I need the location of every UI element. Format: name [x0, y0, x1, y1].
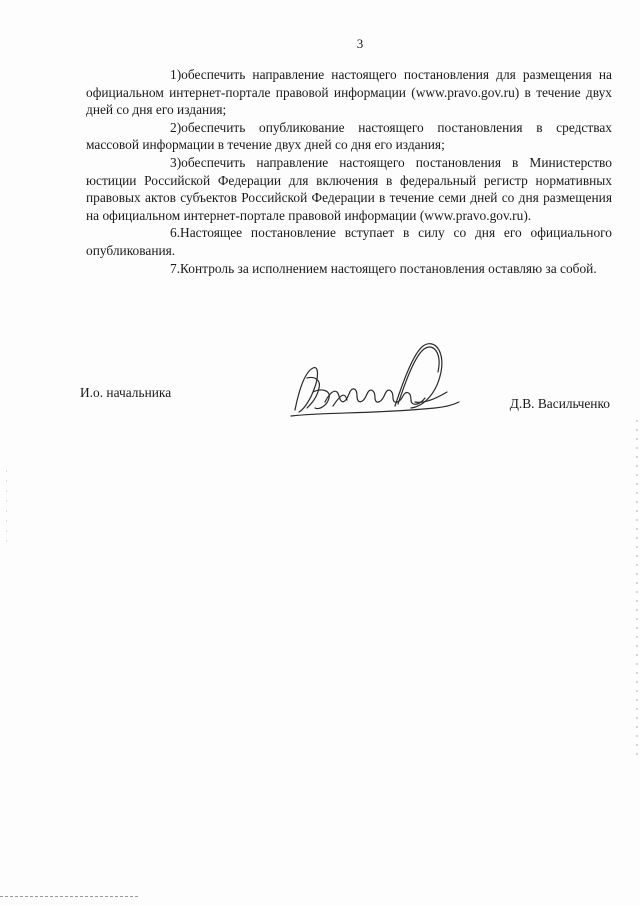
- paragraph-text: Настоящее постановление вступает в силу со дня его официального опубликования.: [86, 225, 612, 258]
- signatory-title: И.о. начальника: [80, 385, 172, 400]
- paragraph-item-3: [86, 154, 612, 224]
- signature-block: [80, 380, 610, 440]
- paragraph-text: обеспечить опубликование настоящего постановления в средствах массовой информации в течение двух дней со дня его издания;: [86, 119, 612, 153]
- document-body: [86, 66, 612, 277]
- scan-bottom-mark: [0, 896, 140, 897]
- handwritten-signature: [285, 332, 465, 422]
- paragraph-text: Контроль за исполнением настоящего постановления оставляю за собой.: [180, 260, 597, 276]
- paragraph-item-6: [86, 224, 612, 259]
- paragraph-marker: 2): [170, 119, 182, 135]
- paragraph-text: обеспечить направление настоящего постановления для размещения на официальном интернет-портале правовой информации (www.pravo.gov.ru) в течение двух дней со дня его издания;: [86, 67, 612, 118]
- scan-edge-marks-left: [6, 470, 7, 550]
- scan-edge-marks: [636, 420, 638, 760]
- paragraph-item-1: [86, 66, 612, 119]
- paragraph-marker: 6.: [170, 225, 181, 241]
- paragraph-marker: 1): [170, 67, 182, 82]
- paragraph-item-2: [86, 119, 612, 154]
- paragraph-text: обеспечить направление настоящего постановления в Министерство юстиции Российской Федерации для включения в федеральный регистр нормативных правовых актов субъектов Российской Федерации в течение семи дней со дня размещения на официальном интернет-портале правовой информации (www.pravo.gov.ru).: [86, 154, 612, 223]
- paragraph-marker: 7.: [170, 260, 181, 276]
- paragraph-marker: 3): [170, 154, 182, 170]
- signatory-name: Д.В. Васильченко: [509, 396, 610, 411]
- paragraph-item-7: [86, 260, 612, 278]
- page-number: 3: [356, 36, 364, 51]
